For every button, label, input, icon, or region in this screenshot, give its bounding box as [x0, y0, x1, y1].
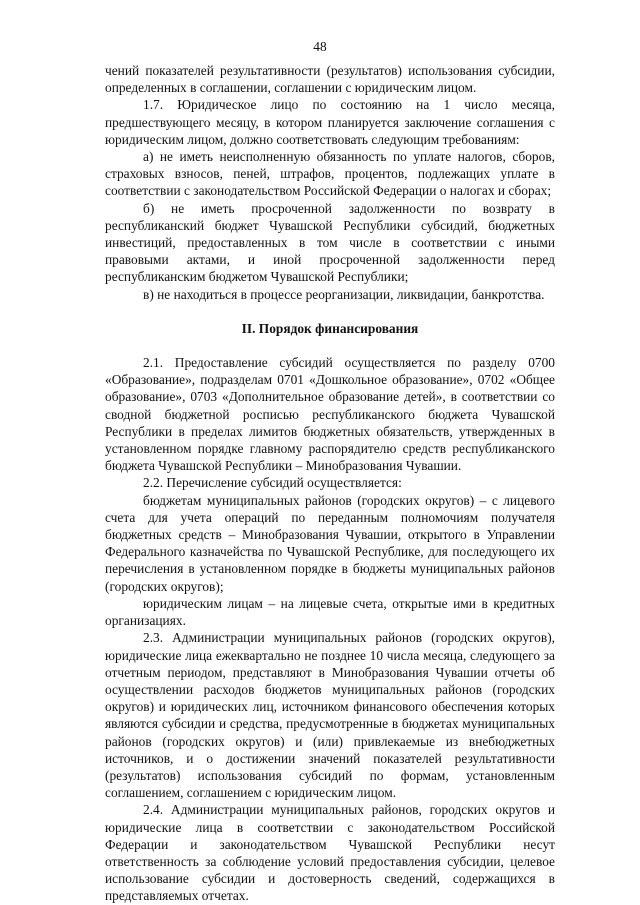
paragraph-continuation: чений показателей результативности (результатов) использования субсидии, определенных в соглашении, соглашении с юридическим лицом.	[105, 63, 555, 96]
paragraph-item-b: б) не иметь просроченной задолженности по возврату в республиканский бюджет Чувашской Республики субсидий, бюджетных инвестиций, предоставленных в том числе в соответствии с иными правовыми актами, и иной просроченной задолженности перед республиканским бюджетом Чувашской Республики;	[105, 200, 555, 285]
paragraph-item-v: в) не находиться в процессе реорганизации, ликвидации, банкротства.	[143, 286, 545, 302]
paragraph-2-2-budgets: бюджетам муниципальных районов (городских округов) – с лицевого счета для учета операций по переданным полномочиям получателя бюджетных средств – Минобразования Чувашии, открытого в Управлении Федерального казначейства по Чувашской Республике, для последующего их перечисления в установленном порядке в бюджеты муниципальных районов (городских округов);	[105, 492, 555, 594]
section-heading: II. Порядок финансирования	[241, 320, 419, 336]
paragraph-2-2-legal-entities: юридическим лицам – на лицевые счета, открытые ими в кредитных организациях.	[105, 595, 555, 629]
document-body	[105, 62, 555, 905]
paragraph-2-4: 2.4. Администрации муниципальных районов, городских округов и юридические лица в соответствии с законодательством Российской Федерации и законодательством Чувашской Республики несут ответственность за соблюдение условий предоставления субсидии, целевое использование субсидии и достоверность сведений, содержащихся в представляемых отчетах.	[105, 802, 555, 904]
paragraph-2-1: 2.1. Предоставление субсидий осуществляется по разделу 0700 «Образование», подразделам 0701 «Дошкольное образование», 0702 «Общее образование», 0703 «Дополнительное образование детей», в соответствии со сводной бюджетной росписью республиканского бюджета Чувашской Республики в пределах лимитов бюджетных обязательств, утвержденных в установленном порядке главному распорядителю средств республиканского бюджета Чувашской Республики – Минобразования Чувашии.	[105, 355, 555, 474]
paragraph-2-3: 2.3. Администрации муниципальных районов (городских округов), юридические лица ежеквартально не позднее 10 числа месяца, следующего за отчетным периодом, представляют в Минобразования Чувашии отчеты об осуществлении расходов бюджетов муниципальных районов (городских округов) и юридических лиц, источником финансового обеспечения которых являются субсидии и средства, предусмотренные в бюджетах муниципальных районов (городских округов) и (или) привлекаемые из внебюджетных источников, и о достижении значений показателей результативности (результатов) использования субсидий по формам, установленным соглашением, соглашением с юридическим лицом.	[105, 630, 555, 801]
paragraph-2-2: 2.2. Перечисление субсидий осуществляется:	[143, 475, 402, 491]
page-number: 48	[313, 39, 327, 54]
paragraph-item-a: а) не иметь неисполненную обязанность по уплате налогов, сборов, страховых взносов, пеней, штрафов, процентов, подлежащих уплате в соответствии с законодательством Российской Федерации о налогах и сборах;	[105, 149, 555, 199]
paragraph-1-7: 1.7. Юридическое лицо по состоянию на 1 число месяца, предшествующего месяцу, в котором планируется заключение соглашения с юридическим лицом, должно соответствовать следующим требованиям:	[105, 97, 555, 147]
